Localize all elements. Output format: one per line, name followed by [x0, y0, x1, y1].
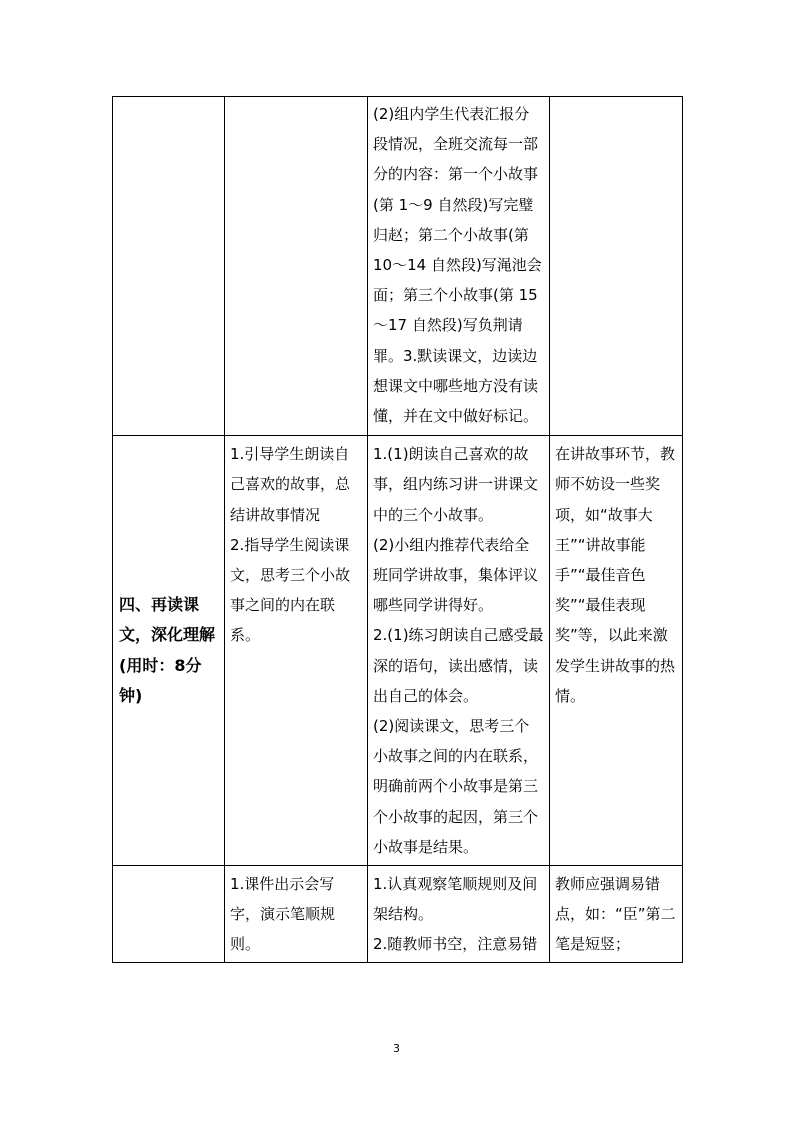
student-activity-text: (2)阅读课文，思考三个小故事之间的内在联系，明确前两个小故事是第三个小故事的起因，第三个小故事是结果。	[373, 717, 539, 856]
design-note-cell	[550, 866, 683, 963]
teacher-activity-text: 2.指导学生阅读课文，思考三个小故事之间的内在联系。	[230, 535, 351, 645]
student-activity-text: (2)组内学生代表汇报分段情况，全班交流每一部分的内容：第一个小故事(第 1～9 自然段)写完璧归赵；第二个小故事(第 10～14 自然段)写渑池会面；第三个小故事(第 15～17 自然段)写负荆请罪。3.默读课文，边读边想课文中哪些地方没有读懂，并在文中做好标记。	[373, 105, 542, 426]
student-activity-text: 2.随教师书空，注意易错	[373, 935, 538, 954]
teacher-activity-cell	[225, 97, 368, 436]
student-activity-text: 2.(1)练习朗读自己感受最深的语句，读出感情，读出自己的体会。	[373, 626, 544, 705]
teacher-activity-cell	[225, 436, 368, 866]
student-activity-text: (2)小组内推荐代表给全班同学讲故事，集体评议哪些同学讲得好。	[373, 535, 539, 615]
design-note-text: 在讲故事环节，教师不妨设一些奖项，如“故事大王”“讲故事能手”“最佳音色奖”“最佳表现奖”等，以此来激发学生讲故事的热情。	[555, 445, 676, 705]
student-activity-cell	[368, 436, 550, 866]
student-activity-cell	[368, 97, 550, 436]
student-activity-text: 1.认真观察笔顺规则及间架结构。	[373, 875, 538, 924]
teacher-activity-text: 1.课件出示会写字，演示笔顺规则。	[230, 875, 336, 954]
table-row	[113, 97, 683, 436]
page-number: 3	[393, 1042, 400, 1055]
stage-cell	[113, 866, 225, 963]
stage-cell: 四、再读课文，深化理解(用时：8分钟)	[113, 436, 225, 866]
table-row	[113, 436, 683, 866]
teacher-activity-text: 1.引导学生朗读自己喜欢的故事，总结讲故事情况	[230, 445, 351, 524]
design-note-cell	[550, 97, 683, 436]
stage-cell	[113, 97, 225, 436]
design-note-text: 教师应强调易错点，如：“臣”第二笔是短竖；	[555, 875, 676, 954]
student-activity-cell	[368, 866, 550, 963]
table-row	[113, 866, 683, 963]
design-note-cell	[550, 436, 683, 866]
lesson-plan-table	[112, 96, 683, 963]
student-activity-text: 1.(1)朗读自己喜欢的故事，组内练习讲一讲课文中的三个小故事。	[373, 445, 539, 524]
teacher-activity-cell	[225, 866, 368, 963]
